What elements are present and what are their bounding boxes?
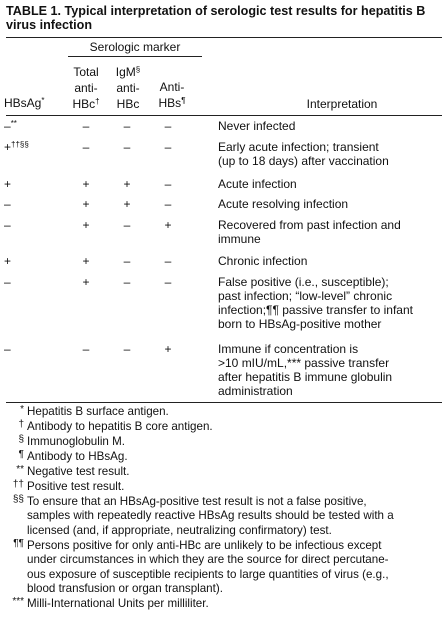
cell-anti-hbs: – (164, 197, 172, 211)
interpretation-line: administration (218, 384, 293, 398)
footnote-text: Immunoglobulin M. (27, 435, 125, 448)
col-header-anti-hbs (150, 80, 194, 110)
interpretation-line: after hepatitis B immune globulin (218, 370, 393, 384)
cell-anti-hbs: – (164, 254, 172, 268)
footnote-text: Hepatitis B surface antigen. (27, 405, 169, 418)
col-anti-hbc-line1: Total (73, 65, 99, 79)
cell-igm-anti-hbc: – (123, 119, 131, 133)
col-igm-sup: § (135, 65, 141, 74)
cell-hbsag: +††§§ (4, 140, 29, 154)
cell-anti-hbs: + (164, 218, 172, 232)
col-anti-hbs-sup: ¶ (181, 96, 186, 105)
top-rule (6, 37, 442, 38)
col-igm-line3: HBc (116, 97, 140, 111)
footnote-mark: ¶ (18, 449, 24, 460)
cell-anti-hbc: + (82, 177, 90, 191)
interpretation-line: born to HBsAg-positive mother (218, 317, 382, 331)
cell-interpretation (218, 197, 438, 211)
cell-igm-anti-hbc: + (123, 197, 131, 211)
footnote-text: Antibody to hepatitis B core antigen. (27, 420, 213, 433)
interpretation-line: Acute resolving infection (218, 197, 349, 211)
footnote-text: Positive test result. (27, 480, 125, 493)
cell-igm-anti-hbc: + (123, 177, 131, 191)
table-title: TABLE 1. Typical interpretation of serologic test results for hepatitis B virus infection (6, 4, 426, 32)
footnote-text: Antibody to HBsAg. (27, 450, 128, 463)
col-hbsag-label: HBsAg (4, 96, 42, 110)
interpretation-line: Acute infection (218, 177, 297, 191)
cell-anti-hbc: + (82, 275, 90, 289)
interpretation-line: Chronic infection (218, 254, 308, 268)
interpretation-line: past infection; “low-level” chronic (218, 289, 393, 303)
footnote-mark: §§ (12, 494, 24, 505)
cell-anti-hbc: + (82, 254, 90, 268)
footnote-mark: † (18, 419, 24, 430)
col-anti-hbc-line2: anti- (74, 81, 98, 95)
cell-hbsag: + (4, 177, 12, 191)
cell-hbsag: –** (4, 119, 17, 133)
group-rule (68, 56, 202, 57)
cell-igm-anti-hbc: – (123, 218, 131, 232)
cell-hbsag: – (4, 197, 11, 211)
footnote-text: Negative test result. (27, 465, 130, 478)
col-anti-hbs-line1: Anti- (159, 80, 185, 94)
cell-interpretation (218, 177, 438, 191)
cell-anti-hbc: – (82, 140, 90, 154)
cell-hbsag: – (4, 342, 11, 356)
cell-anti-hbc: + (82, 197, 90, 211)
footnote-mark: †† (12, 479, 24, 490)
footnote-text: Milli-International Units per milliliter. (27, 597, 209, 610)
interpretation-line: Early acute infection; transient (218, 140, 379, 154)
footnote-mark: *** (12, 596, 24, 607)
col-igm-line1: IgM (115, 65, 136, 79)
cell-hbsag: – (4, 218, 11, 232)
col-anti-hbs-line2: HBs (158, 96, 182, 110)
interpretation-line: Immune if concentration is (218, 342, 359, 356)
interpretation-line: (up to 18 days) after vaccination (218, 154, 389, 168)
footnote-mark: § (18, 434, 24, 445)
interpretation-line: immune (218, 232, 261, 246)
interpretation-line: Never infected (218, 119, 296, 133)
col-header-igm (108, 65, 148, 111)
footnote-text: To ensure that an HBsAg-positive test result is not a false positive, samples with repeatedly reactive HBsAg results should be tested with a licensed (and, if appropriate, neutralizing confirmatory) test. (27, 495, 394, 537)
cell-anti-hbs: – (164, 119, 172, 133)
col-header-anti-hbc (66, 65, 106, 111)
cell-anti-hbc: + (82, 218, 90, 232)
cell-interpretation (218, 218, 438, 246)
cell-interpretation (218, 140, 438, 168)
interpretation-line: >10 mIU/mL,*** passive transfer (218, 356, 390, 370)
cell-anti-hbs: + (164, 342, 172, 356)
col-hbsag-sup: * (41, 96, 45, 105)
interpretation-line: infection;¶¶ passive transfer to infant (218, 303, 413, 317)
cell-interpretation (218, 254, 438, 268)
cell-interpretation (218, 119, 438, 133)
cell-igm-anti-hbc: – (123, 275, 131, 289)
cell-anti-hbc: – (82, 342, 90, 356)
cell-interpretation (218, 275, 438, 331)
header-rule (6, 115, 442, 116)
cell-igm-anti-hbc: – (123, 140, 131, 154)
cell-hbsag: + (4, 254, 12, 268)
cell-anti-hbc: – (82, 119, 90, 133)
footnote-mark: ** (16, 464, 24, 475)
cell-igm-anti-hbc: – (123, 254, 131, 268)
bottom-rule (6, 402, 442, 403)
cell-anti-hbs: – (164, 275, 172, 289)
col-header-hbsag (4, 96, 64, 110)
footnote-mark: * (20, 404, 24, 415)
group-header: Serologic marker (89, 40, 181, 54)
col-header-interpretation: Interpretation (306, 97, 378, 111)
interpretation-line: False positive (i.e., susceptible); (218, 275, 389, 289)
footnote-mark: ¶¶ (13, 537, 24, 549)
footnote-text: Persons positive for only anti-HBc are unlikely to be infectious except under circumstances in which they are the source for direct percutane- ous exposure of susceptible recipients to large quantities of virus (e.g., blood transfusion or organ transplant). (27, 538, 389, 596)
cell-interpretation (218, 342, 438, 398)
col-igm-line2: anti- (116, 81, 140, 95)
cell-hbsag: – (4, 275, 11, 289)
interpretation-line: Recovered from past infection and (218, 218, 401, 232)
cell-anti-hbs: – (164, 140, 172, 154)
cell-igm-anti-hbc: – (123, 342, 131, 356)
col-anti-hbc-line3: HBc (72, 97, 96, 111)
cell-anti-hbs: – (164, 177, 172, 191)
col-anti-hbc-sup: † (95, 97, 100, 106)
